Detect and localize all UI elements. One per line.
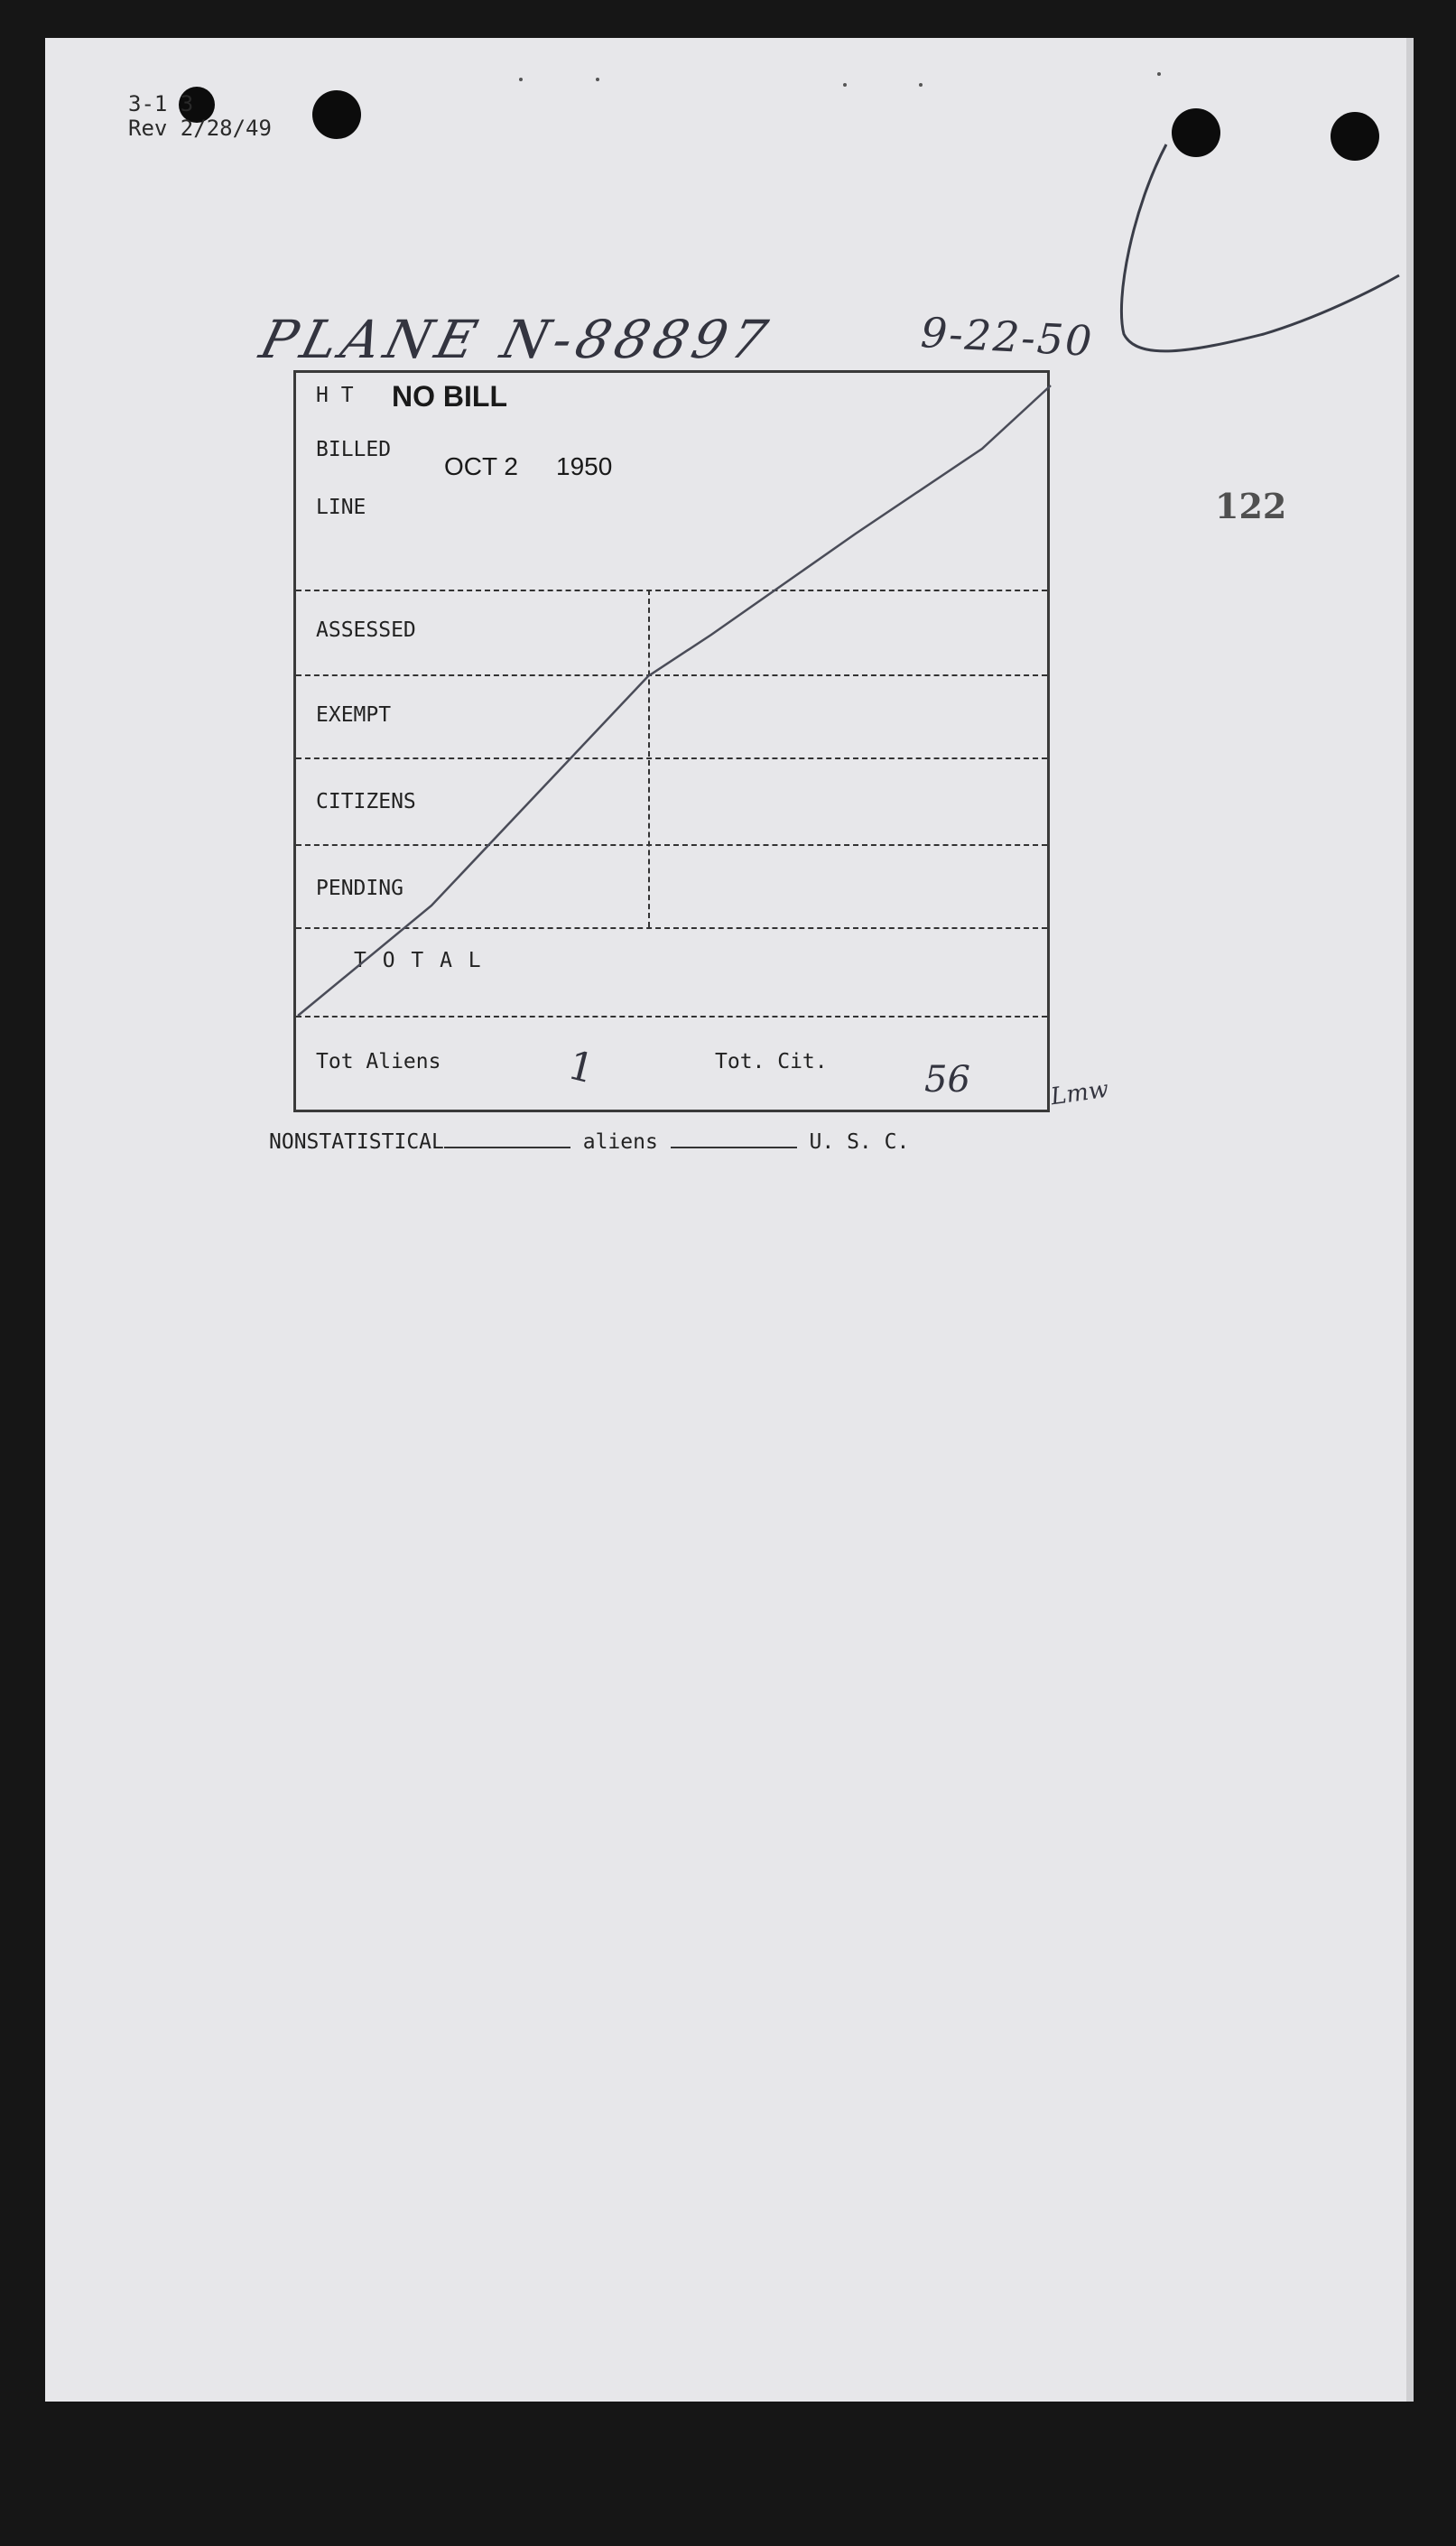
billed-label: BILLED [316,438,392,461]
billed-year-stamp: 1950 [556,452,613,480]
page-number: 122 [1215,486,1287,526]
usc-label: U. S. C. [809,1130,910,1154]
tot-cit-label: Tot. Cit. [715,1050,828,1073]
cancel-diagonal-line [296,373,1053,1115]
exempt-label: EXEMPT [316,703,392,727]
handwritten-tot-aliens: 1 [563,1042,599,1093]
aliens-label: aliens [582,1130,658,1154]
pending-label: PENDING [316,877,403,900]
billed-date-stamp: OCT 2 [444,452,518,480]
handwritten-tot-cit: 56 [924,1059,970,1101]
line-label: LINE [316,496,366,519]
handwritten-plane-number: PLANE N-88897 [254,309,779,370]
total-label: T O T A L [354,949,483,972]
nonstatistical-blank [444,1130,570,1148]
nonstatistical-label: NONSTATISTICAL [269,1130,444,1154]
ht-label: H T [316,384,354,407]
no-bill-stamp: NO BILL [392,380,507,413]
citizens-label: CITIZENS [316,790,416,813]
handwritten-initials: Lmw [1049,1075,1110,1111]
aliens-blank [671,1130,797,1148]
form-number: 3-1 3 [128,91,194,116]
handwritten-date: 9-22-50 [919,308,1095,366]
manifest-form-box [293,370,1050,1112]
assessed-label: ASSESSED [316,618,416,642]
form-revision: Rev 2/28/49 [128,116,272,141]
tot-aliens-label: Tot Aliens [316,1050,441,1073]
nonstatistical-line [269,1130,909,1154]
